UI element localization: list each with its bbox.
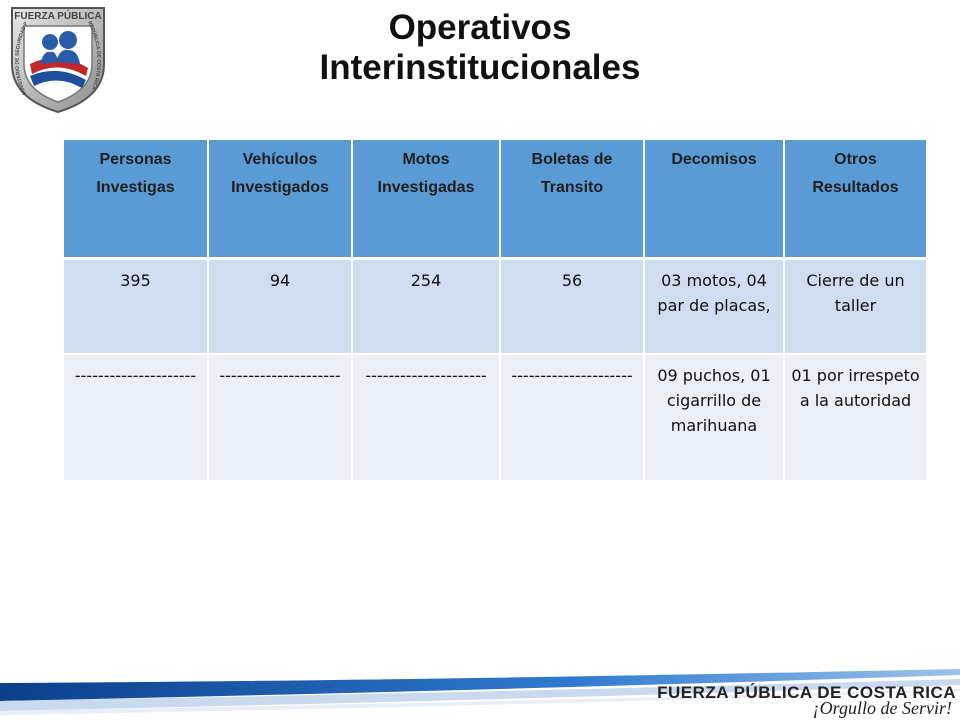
- cell-otros: Cierre de un taller: [784, 258, 926, 354]
- header-decomisos: Decomisos: [644, 140, 784, 258]
- footer-org-name: FUERZA PÚBLICA DE COSTA RICA: [657, 683, 956, 702]
- cell-decomisos: 03 motos, 04 par de placas,: [644, 258, 784, 354]
- cell-personas: 395: [64, 258, 208, 354]
- cell-motos: ---------------------: [352, 354, 500, 480]
- page-title: [250, 8, 710, 88]
- svg-text:FUERZA PÚBLICA: FUERZA PÚBLICA: [14, 11, 102, 22]
- table-header-row: [64, 140, 926, 258]
- header-otros: Otros Resultados: [784, 140, 926, 258]
- footer-slogan: ¡Orgullo de Servir!: [812, 698, 952, 718]
- cell-motos: 254: [352, 258, 500, 354]
- header-vehiculos: Vehículos Investigados: [208, 140, 352, 258]
- cell-vehiculos: ---------------------: [208, 354, 352, 480]
- cell-boletas: 56: [500, 258, 644, 354]
- cell-vehiculos: 94: [208, 258, 352, 354]
- header-motos: Motos Investigadas: [352, 140, 500, 258]
- title-line-2: Interinstitucionales: [319, 48, 641, 87]
- cell-decomisos: 09 puchos, 01 cigarrillo de marihuana: [644, 354, 784, 480]
- cell-personas: ---------------------: [64, 354, 208, 480]
- cell-boletas: ---------------------: [500, 354, 644, 480]
- results-table: [64, 140, 926, 480]
- table-row: [64, 258, 926, 354]
- header-boletas: Boletas de Transito: [500, 140, 644, 258]
- svg-text:MINISTERIO DE SEGURIDAD PÚBLIC: MINISTERIO DE SEGURIDAD P: [14, 21, 30, 96]
- svg-text:REPÚBLICA DE COSTA RICA: REPÚBLICA DE COSTA RICA: [86, 20, 102, 91]
- cell-otros: 01 por irrespeto a la autoridad: [784, 354, 926, 480]
- title-line-1: Operativos: [388, 8, 572, 47]
- table-row: [64, 354, 926, 480]
- header-personas: Personas Investigas: [64, 140, 208, 258]
- fuerza-publica-logo: [4, 2, 112, 114]
